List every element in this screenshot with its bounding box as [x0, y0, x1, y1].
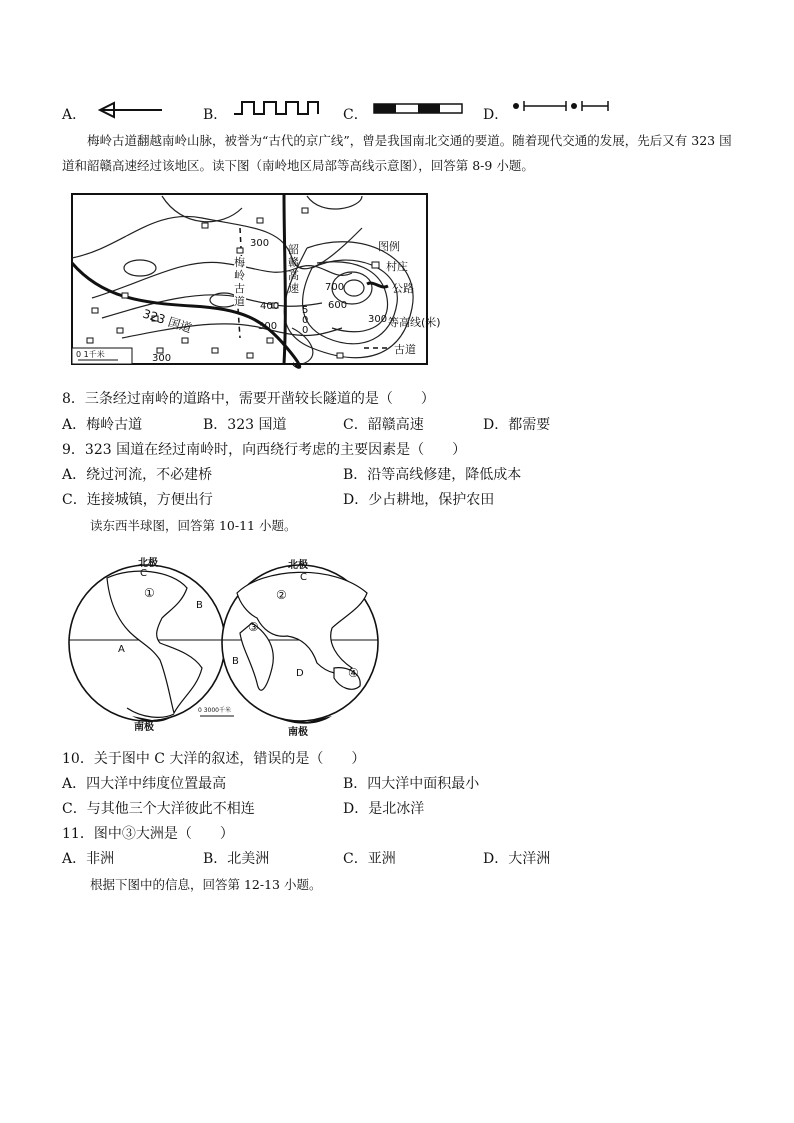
north-pole-east: 北极 [288, 560, 308, 571]
q8-option-a: A．梅岭古道 [62, 417, 143, 433]
expressway-label: 韶赣高速 [288, 243, 299, 295]
continent-1: ① [144, 586, 155, 600]
contour-map [62, 188, 458, 376]
contour-400: 400 [260, 301, 280, 312]
hemisphere-map [62, 548, 392, 738]
contour-300a: 300 [250, 238, 270, 249]
q7-option-b: B． [203, 107, 228, 123]
intro-12-13: 根据下图中的信息，回答第 12-13 小题。 [90, 877, 322, 892]
legend-village: 村庄 [386, 260, 408, 273]
q10-option-a: A．四大洋中纬度位置最高 [62, 776, 227, 792]
symbol-c-icon [372, 101, 464, 117]
q11-option-d: D．大洋洲 [483, 851, 551, 867]
ocean-a: A [118, 644, 125, 655]
q8-option-d: D．都需要 [483, 417, 551, 433]
contour-300b: 300 [258, 321, 278, 332]
symbol-b-icon [232, 98, 322, 118]
contour-300c: 300 [152, 353, 172, 364]
legend-ancient: 古道 [394, 343, 416, 356]
ocean-c-west: C [140, 568, 147, 579]
q10-option-d: D．是北冰洋 [343, 801, 425, 817]
contour-500: 500 [302, 305, 309, 336]
north-pole-west: 北极 [138, 558, 158, 569]
q11-option-c: C．亚洲 [343, 851, 396, 867]
q9-option-b: B．沿等高线修建，降低成本 [343, 467, 522, 483]
q9-option-d: D．少占耕地，保护农田 [343, 492, 495, 508]
contour-700: 700 [325, 282, 345, 293]
q7-option-a: A． [62, 107, 87, 123]
legend-road: 公路 [392, 282, 414, 295]
q8-stem: 8．三条经过南岭的道路中，需要开凿较长隧道的是（ ） [62, 391, 435, 407]
continent-2: ② [276, 588, 287, 602]
map-scale-label: 0 1千米 [76, 350, 105, 359]
q10-stem: 10．关于图中 C 大洋的叙述，错误的是（ ） [62, 751, 366, 767]
q11-option-a: A．非洲 [62, 851, 115, 867]
south-pole-west: 南极 [134, 722, 154, 733]
q7-option-c: C． [343, 107, 368, 123]
continent-3: ③ [248, 620, 259, 634]
hemisphere-scale: 0 3000千米 [198, 707, 231, 714]
meiling-label: 梅岭古道 [234, 256, 245, 308]
intro-10-11: 读东西半球图，回答第 10-11 小题。 [90, 518, 297, 533]
ocean-d: D [296, 668, 304, 679]
symbol-a-icon [92, 100, 164, 120]
q10-option-c: C．与其他三个大洋彼此不相连 [62, 801, 255, 817]
contour-600: 600 [328, 300, 348, 311]
intro-8-9: 梅岭古道翻越南岭山脉，被誉为“古代的京广线”，曾是我国南北交通的要道。随着现代交通的发展，先后又有 323 国道和韶赣高速经过该地区。读下图（南岭地区局部等高线示意图），回答第 8-9 小题。 [62, 133, 732, 173]
ocean-b-west: B [196, 600, 203, 611]
south-pole-east: 南极 [288, 727, 308, 738]
legend-title: 图例 [378, 240, 400, 253]
legend-contour-num: 300 [368, 314, 388, 325]
ocean-c-east: C [300, 572, 307, 583]
continent-4: ④ [348, 666, 359, 680]
q9-stem: 9．323 国道在经过南岭时，向西绕行考虑的主要因素是（ ） [62, 442, 467, 458]
q11-stem: 11．图中③大洲是（ ） [62, 826, 234, 842]
q7-option-d: D． [483, 107, 509, 123]
q8-option-c: C．韶赣高速 [343, 417, 424, 433]
road-323-label: 323 国道 [140, 306, 194, 336]
q9-option-c: C．连接城镇，方便出行 [62, 492, 213, 508]
ocean-b-east: B [232, 656, 239, 667]
q9-option-a: A．绕过河流，不必建桥 [62, 467, 213, 483]
q10-option-b: B．四大洋中面积最小 [343, 776, 480, 792]
legend-contour: 等高线(米) [388, 316, 441, 329]
q8-option-b: B．323 国道 [203, 417, 287, 433]
q11-option-b: B．北美洲 [203, 851, 270, 867]
symbol-d-icon [510, 98, 612, 114]
